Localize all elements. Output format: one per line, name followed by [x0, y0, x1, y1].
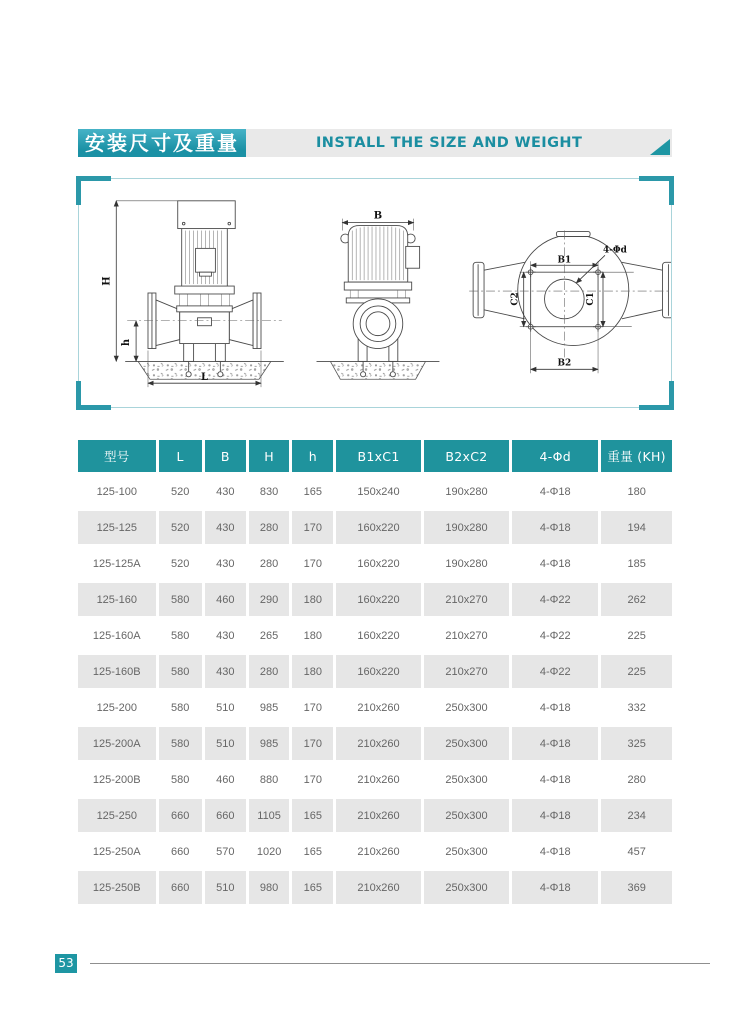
bracket-bottom-left	[76, 381, 111, 410]
table-row	[78, 727, 672, 760]
table-cell: 170	[303, 773, 323, 786]
table-cell: 125-250B	[78, 871, 156, 904]
table-row	[78, 835, 672, 868]
column-header: h	[292, 440, 333, 472]
section-header	[78, 129, 672, 157]
table-cell: 4-Φ22	[512, 583, 598, 616]
column-header: 型号	[78, 440, 156, 472]
table-cell: 210x260	[357, 773, 400, 786]
table-cell: 580	[159, 583, 202, 616]
table-cell: 190x280	[445, 485, 488, 498]
table-cell: 160x220	[357, 629, 400, 642]
table-cell: 4-Φ18	[512, 799, 598, 832]
table-row	[78, 691, 672, 724]
bracket-bottom-right	[639, 381, 674, 410]
table-cell: 170	[292, 511, 333, 544]
table-cell: 430	[205, 655, 246, 688]
table-cell: 250x300	[445, 701, 488, 714]
table-cell: 1105	[249, 799, 289, 832]
table-cell: 4-Φ18	[539, 773, 571, 786]
table-cell: 4-Φ18	[512, 727, 598, 760]
section-title-en: INSTALL THE SIZE AND WEIGHT	[316, 135, 583, 151]
table-cell: 280	[249, 511, 289, 544]
column-header: 4-Φd	[512, 440, 598, 472]
column-header: H	[249, 440, 289, 472]
dim-label-h: h	[121, 338, 133, 347]
table-cell: 210x260	[336, 871, 420, 904]
corner-triangle-icon	[650, 139, 670, 155]
table-cell: 250x300	[424, 727, 510, 760]
table-cell: 510	[205, 871, 246, 904]
table-cell: 170	[292, 727, 333, 760]
table-cell: 125-160A	[92, 629, 141, 642]
table-cell: 280	[627, 773, 646, 786]
table-cell: 580	[159, 655, 202, 688]
table-cell: 250x300	[424, 799, 510, 832]
table-row	[78, 799, 672, 832]
table-cell: 225	[601, 655, 672, 688]
column-header: L	[159, 440, 202, 472]
table-cell: 430	[216, 557, 235, 570]
dim-label-B2: B2	[557, 358, 572, 369]
table-cell: 125-200	[96, 701, 137, 714]
footer-divider	[90, 963, 710, 964]
table-cell: 325	[601, 727, 672, 760]
page-number: 53	[55, 954, 77, 973]
table-cell: 210x260	[357, 701, 400, 714]
table-cell: 125-250A	[92, 845, 141, 858]
dim-label-H: H	[101, 276, 113, 286]
pump-drawing-svg	[79, 179, 671, 407]
table-cell: 985	[259, 701, 279, 714]
table-cell: 180	[292, 583, 333, 616]
bracket-top-right	[639, 176, 674, 205]
table-cell: 165	[303, 485, 323, 498]
table-cell: 580	[170, 701, 190, 714]
table-cell: 125-200B	[92, 773, 141, 786]
table-cell: 980	[249, 871, 289, 904]
table-cell: 180	[303, 629, 323, 642]
table-cell: 190x280	[445, 557, 488, 570]
dim-label-C1: C1	[586, 292, 597, 306]
column-header: B2xC2	[424, 440, 510, 472]
table-cell: 280	[249, 655, 289, 688]
table-cell: 4-Φ22	[512, 655, 598, 688]
table-cell: 160x220	[357, 557, 400, 570]
table-cell: 430	[216, 485, 235, 498]
table-cell: 510	[205, 727, 246, 760]
table-cell: 1020	[256, 845, 282, 858]
table-cell: 170	[303, 701, 323, 714]
table-cell: 510	[216, 701, 235, 714]
table-cell: 880	[259, 773, 279, 786]
table-cell: 165	[292, 799, 333, 832]
table-cell: 332	[627, 701, 646, 714]
table-cell: 125-250	[78, 799, 156, 832]
table-cell: 210x260	[336, 727, 420, 760]
table-cell: 580	[159, 727, 202, 760]
table-cell: 165	[292, 871, 333, 904]
dim-label-B: B	[373, 210, 383, 222]
table-cell: 210x270	[424, 655, 510, 688]
table-cell: 520	[170, 557, 190, 570]
table-cell: 460	[205, 583, 246, 616]
table-cell: 210x260	[336, 799, 420, 832]
table-cell: 265	[259, 629, 279, 642]
table-row	[78, 655, 672, 688]
table-cell: 194	[601, 511, 672, 544]
table-cell: 250x300	[424, 871, 510, 904]
table-cell: 185	[627, 557, 646, 570]
table-cell: 125-160	[78, 583, 156, 616]
table-cell: 210x270	[424, 583, 510, 616]
table-cell: 430	[205, 511, 246, 544]
pump-dimension-diagram	[78, 178, 672, 408]
table-cell: 210x270	[445, 629, 488, 642]
table-cell: 250x300	[445, 845, 488, 858]
table-cell: 580	[170, 629, 190, 642]
table-row	[78, 547, 672, 580]
table-cell: 125-125	[78, 511, 156, 544]
dim-label-B1: B1	[557, 255, 572, 266]
table-cell: 660	[170, 845, 190, 858]
table-cell: 4-Φ18	[539, 701, 571, 714]
dim-label-L: L	[201, 372, 208, 384]
table-cell: 830	[259, 485, 279, 498]
table-cell: 160x220	[336, 655, 420, 688]
table-cell: 4-Φ18	[512, 871, 598, 904]
table-cell: 262	[601, 583, 672, 616]
table-cell: 210x260	[357, 845, 400, 858]
table-row	[78, 583, 672, 616]
table-cell: 125-200A	[78, 727, 156, 760]
dim-label-C2: C2	[510, 292, 521, 306]
table-cell: 4-Φ18	[512, 511, 598, 544]
table-cell: 4-Φ18	[539, 845, 571, 858]
table-cell: 4-Φ22	[539, 629, 571, 642]
table-cell: 290	[249, 583, 289, 616]
table-cell: 430	[216, 629, 235, 642]
table-cell: 125-125A	[92, 557, 141, 570]
table-row	[78, 871, 672, 904]
table-cell: 660	[159, 871, 202, 904]
table-cell: 4-Φ18	[539, 557, 571, 570]
table-cell: 190x280	[424, 511, 510, 544]
bolt-note-label: 4-Φd	[602, 245, 627, 256]
table-cell: 225	[627, 629, 646, 642]
table-cell: 460	[216, 773, 235, 786]
table-cell: 125-100	[96, 485, 137, 498]
table-cell: 280	[259, 557, 279, 570]
table-row	[78, 475, 672, 508]
table-cell: 4-Φ18	[539, 485, 571, 498]
table-cell: 160x220	[336, 511, 420, 544]
table-cell: 457	[627, 845, 646, 858]
table-cell: 180	[292, 655, 333, 688]
table-cell: 160x220	[336, 583, 420, 616]
column-header: B1xC1	[336, 440, 420, 472]
table-cell: 520	[159, 511, 202, 544]
table-row	[78, 763, 672, 796]
table-cell: 520	[170, 485, 190, 498]
table-row	[78, 511, 672, 544]
table-cell: 125-160B	[78, 655, 156, 688]
bracket-top-left	[76, 176, 111, 205]
table-row	[78, 619, 672, 652]
table-cell: 660	[205, 799, 246, 832]
dimensions-table	[75, 437, 675, 907]
table-cell: 250x300	[445, 773, 488, 786]
column-header: 重量 (KH)	[601, 440, 672, 472]
table-cell: 234	[601, 799, 672, 832]
column-header: B	[205, 440, 246, 472]
table-cell: 150x240	[357, 485, 400, 498]
table-cell: 570	[216, 845, 235, 858]
table-cell: 170	[303, 557, 323, 570]
table-cell: 660	[159, 799, 202, 832]
section-title-zh: 安装尺寸及重量	[78, 129, 246, 157]
table-header-row	[78, 440, 672, 472]
table-cell: 985	[249, 727, 289, 760]
pump-top-view	[469, 231, 671, 374]
table-cell: 369	[601, 871, 672, 904]
pump-side-view	[317, 211, 440, 380]
table-cell: 180	[627, 485, 646, 498]
table-cell: 165	[303, 845, 323, 858]
pump-front-view	[101, 201, 283, 387]
table-cell: 580	[170, 773, 190, 786]
